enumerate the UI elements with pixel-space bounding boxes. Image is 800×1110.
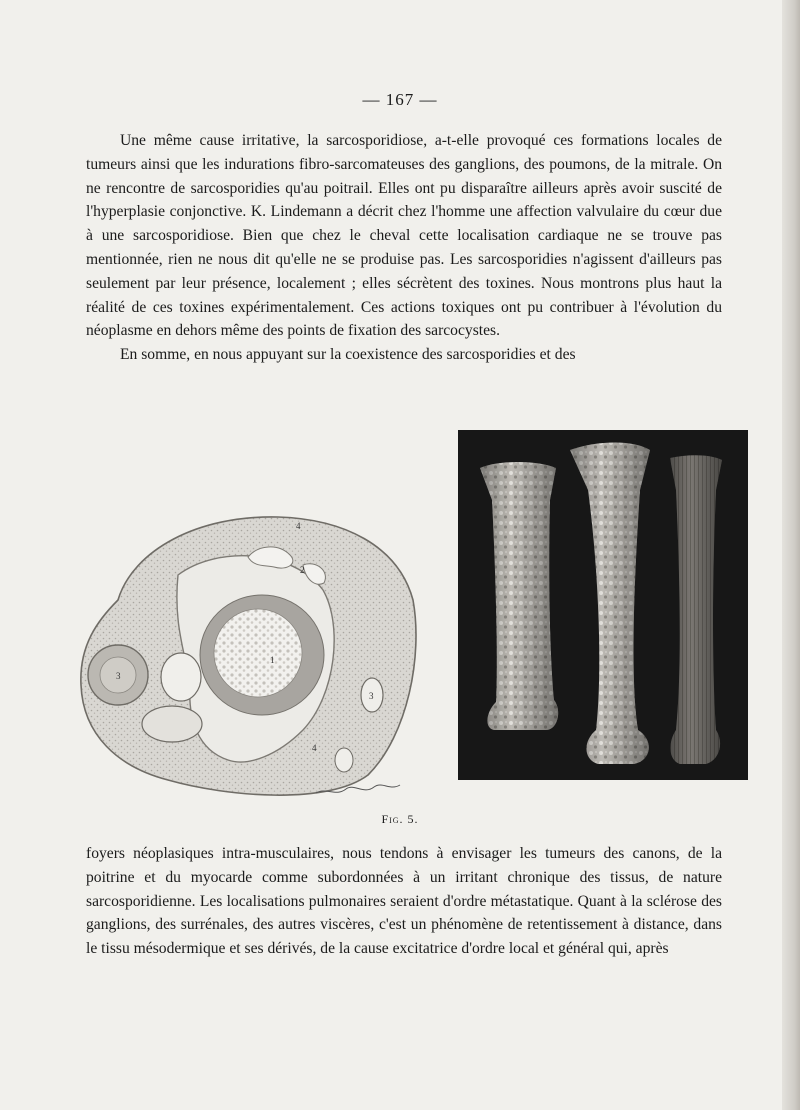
nodule-mid	[161, 653, 201, 701]
page-number: — 167 —	[362, 90, 438, 109]
page-edge	[782, 0, 800, 1110]
figure-label-3b: 3	[369, 691, 374, 701]
paragraph-3: foyers néoplasiques intra-musculaires, nous tendons à envisager les tumeurs des canons, de la poitrine et du myocarde comme subordonnées à un irritant chronique des tissus, de nature sarcosporidienne. Les localisations pulmonaires seraient d'ordre métastatique. Quant à la sclérose des ganglions, des surrénales, des autres viscères, c'est un phénomène de retentissement à distance, dans le tissu mésodermique et ses dérivés, de la cause excitatrice d'ordre local et général qui, après	[86, 845, 722, 958]
figure-label-3a: 3	[116, 671, 121, 681]
top-text-block	[86, 129, 722, 367]
canon-bones-photograph	[458, 430, 748, 780]
figure-label-4b: 4	[312, 743, 317, 753]
caption-text: Fig. 5.	[381, 812, 419, 826]
figure-label-1: 1	[270, 655, 275, 665]
figure-caption	[0, 812, 800, 827]
tumor-cross-section-drawing	[78, 505, 423, 805]
figure-label-2: 2	[300, 565, 305, 575]
paragraph-1: Une même cause irritative, la sarcosporidiose, a-t-elle provoqué ces formations locales de tumeurs ainsi que les indurations fibro-sarcomateuses des ganglions, des poumons, de la mitrale. On ne rencontre de sarcosporidies qu'au poitrail. Elles ont pu disparaître ailleurs après avoir suscité de l'hyperplasie conjonctive. K. Lindemann a décrit chez l'homme une affection valvulaire du cœur due à une sarcosporidiose. Bien que chez le cheval cette localisation cardiaque ne se trouve pas mentionnée, rien ne nous dit qu'elle ne se produise pas. Les sarcosporidies n'agissent d'ailleurs pas seulement par leur présence, localement ; elles sécrètent des toxines. Nous montrons plus haut la réalité de ces toxines expérimentalement. Ces actions toxiques ont pu contribuer à l'évolution du néoplasme en dehors même des points de fixation des sarcocystes.	[86, 132, 722, 340]
marrow	[214, 609, 302, 697]
nodule-bottom	[335, 748, 353, 772]
nodule-lower	[142, 706, 202, 742]
paragraph-2: En somme, en nous appuyant sur la coexistence des sarcosporidies et des	[120, 346, 576, 364]
figure-label-4a: 4	[296, 521, 301, 531]
bottom-text-block	[86, 842, 722, 961]
